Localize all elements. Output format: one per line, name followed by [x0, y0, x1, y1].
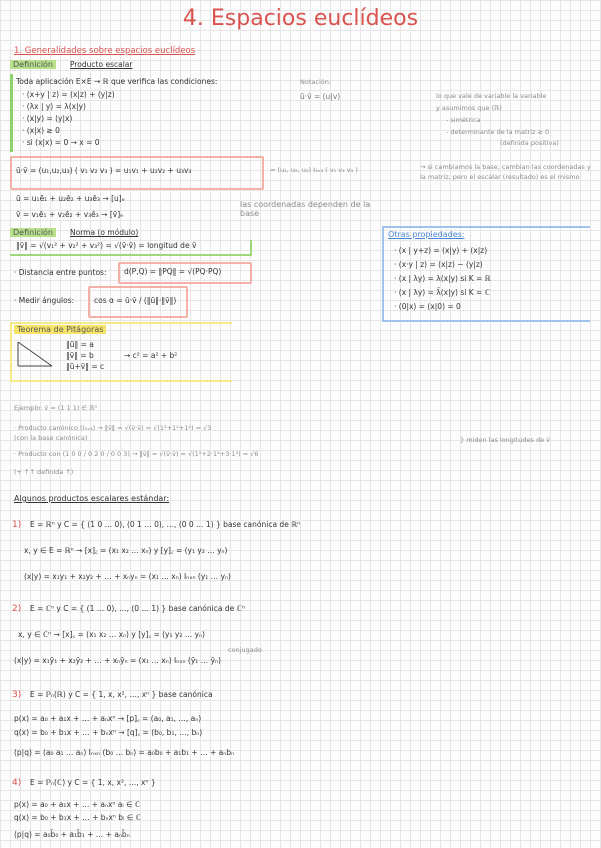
pitagoras-title: Teorema de Pitágoras: [14, 325, 106, 334]
ejemplo-line: · Producto con (1 0 0 / 0 2 0 / 0 0 3) → ‖v̄‖ = √(v̄·v̄) = √(1²+2·1²+3·1²) = √6: [14, 450, 259, 458]
example-line: x, y ∈ E = ℝⁿ → [x]꜀ = (x₁ x₂ … xₙ) y [y]꜀ = (y₁ y₂ … yₙ): [24, 546, 228, 555]
triangle-icon: [16, 340, 56, 370]
otras-propiedades-title: Otras propiedades:: [388, 230, 465, 239]
pitagoras-result: → c² = a² + b²: [124, 351, 178, 360]
matrix-note: → si cambiamos la base, cambian las coordenadas y la matriz, pero el escalar (resultado) es el mismo: [420, 163, 591, 181]
example-number: 2): [12, 604, 22, 614]
ejemplo-line: (+ ↑↑ definida ↑): [14, 468, 74, 476]
coord-line: ū = u₁ē₁ + u₂ē₂ + u₃ē₃ → [u]ₑ: [16, 194, 125, 203]
ejemplo-side: } miden las longitudes de v̄: [460, 436, 551, 444]
definition-line: · (x|x) ≥ 0: [22, 126, 60, 135]
example-line: x, y ∈ ℂⁿ → [x]꜀ = (x₁ x₂ … xₙ) y [y]꜀ = (y₁ y₂ … yₙ): [18, 630, 205, 639]
definition-line: Toda aplicación E×E → ℝ que verifica las condiciones:: [16, 77, 218, 86]
example-line: E = ℙₙ(ℝ) y C = { 1, x, x², …, xⁿ } base canónica: [30, 690, 213, 699]
ejemplo-line: · Producto canónico (I₃ₓ₃) → ‖v̄‖ = √(v̄·v̄) = √(1²+1²+1²) = √3: [14, 424, 212, 432]
example-line: p(x) = a₀ + a₁x + … + aₙxⁿ → [p]꜀ = (a₀, a₁, …, aₙ): [14, 714, 202, 723]
example-line: E = ℝⁿ y C = { (1 0 … 0), (0 1 … 0), …, (0 0 … 1) } base canónica de ℝⁿ: [30, 520, 301, 529]
definition-line: · si (x|x) = 0 → x = 0: [22, 138, 100, 147]
algunos-heading: Algunos productos escalares estándar:: [14, 494, 170, 503]
propiedad-item: · (x | y+z) = (x|y) + (x|z): [394, 246, 488, 255]
example-number: 3): [12, 690, 22, 700]
example-line: E = ℙₙ(ℂ) y C = { 1, x, x², …, xⁿ }: [30, 778, 156, 787]
ejemplo-line: (con la base canónica): [14, 434, 88, 442]
example-line: p(x) = a₀ + a₁x + … + aₙxⁿ aᵢ ∈ ℂ: [14, 800, 141, 809]
notation-note: - determinante de la matriz ≥ 0: [446, 128, 550, 136]
coord-line: v̄ = v₁ē₁ + v₂ē₂ + v₃ē₃ → [v̄]ₑ: [16, 210, 124, 219]
definition-line: · (x+y | z) = (x|z) + (y|z): [22, 90, 115, 99]
example-line: q(x) = b₀ + b₁x + … + bₙxⁿ bᵢ ∈ ℂ: [14, 813, 141, 822]
notation-label: Notación:: [300, 78, 332, 86]
notation-note: lo que vale de variable la variable: [436, 92, 547, 100]
example-note: conjugado: [228, 646, 262, 654]
notation-note: y asumimos que (ℝ): [436, 104, 502, 112]
definition-label: Producto escalar: [70, 60, 133, 69]
notation-expr: ū·v̄ = (u|v): [300, 92, 341, 101]
example-number: 1): [12, 520, 22, 530]
definition-line: · (x|y) = (y|x): [22, 114, 73, 123]
pitagoras-line: ‖ū+v̄‖ = c: [66, 362, 105, 371]
distancia-label: · Distancia entre puntos:: [14, 268, 107, 277]
propiedad-item: · (x | λy) = λ̄(x|y) si K = ℂ: [394, 288, 490, 297]
ejemplo-line: Ejemplo: v̄ = (1 1 1) ∈ ℝ³: [14, 404, 97, 412]
example-line: (x|y) = x₁ȳ₁ + x₂ȳ₂ + … + xₙȳₙ = (x₁ … xₙ) Iₙₓₙ (ȳ₁ … ȳₙ): [14, 656, 221, 665]
example-line: (x|y) = x₁y₁ + x₂y₂ + … + xₙyₙ = (x₁ … xₙ) Iₙₓₙ (y₁ … yₙ): [24, 572, 231, 581]
example-line: q(x) = b₀ + b₁x + … + bₙxⁿ → [q]꜀ = (b₀, b₁, …, bₙ): [14, 728, 203, 737]
norma-formula: ‖v̄‖ = √(v₁² + v₂² + v₃²) = √(v̄·v̄) = longitud de v̄: [16, 241, 197, 250]
definition-line: · (λx | y) = λ(x|y): [22, 102, 86, 111]
section-heading: 1. Generalidades sobre espacios euclídeos: [14, 46, 196, 56]
angulos-label: · Medir ángulos:: [14, 296, 75, 305]
angulos-formula: cos α = ū·v̄ / (‖ū‖·‖v̄‖): [94, 296, 177, 305]
coord-note: las coordenadas dependen de la base: [240, 200, 371, 218]
matrix-product: ū·v̄ = (u₁,u₂,u₃) ( v₁ v₂ v₃ ) = u₁v₁ + u₂v₂ + u₃v₃: [16, 166, 192, 175]
definition-tag: Definición: [10, 60, 56, 69]
propiedad-item: · (0|x) = (x|0) = 0: [394, 302, 461, 311]
definition-tag: Definición: [10, 228, 56, 237]
pitagoras-line: ‖ū‖ = a: [66, 340, 94, 349]
example-line: (p|q) = (a₀ a₁ … aₙ) Iₙₓₙ (b₀ … bₙ) = a₀b₀ + a₁b₁ + … + aₙbₙ: [14, 748, 234, 757]
example-number: 4): [12, 778, 22, 788]
propiedad-item: · (x·y | z) = (x|z) − (y|z): [394, 260, 483, 269]
notation-note: - simétrica: [446, 116, 481, 124]
page-title: 4. Espacios euclídeos: [182, 6, 419, 31]
pitagoras-line: ‖v̄‖ = b: [66, 351, 94, 360]
propiedad-item: · (x | λy) = λ(x|y) si K = ℝ: [394, 274, 491, 283]
example-line: E = ℂⁿ y C = { (1 … 0), …, (0 … 1) } base canónica de ℂⁿ: [30, 604, 245, 613]
notation-note: (definida positiva): [500, 139, 559, 147]
definition-label: Norma (o módulo): [70, 228, 139, 237]
example-line: (p|q) = a₀b̄₀ + a₁b̄₁ + … + aₙb̄ₙ: [14, 830, 130, 839]
matrix-product-right: = (u₁, u₂, u₃) I₃ₓ₃ ( v₁ v₂ v₃ ): [270, 166, 358, 174]
distancia-formula: d(P,Q) = ‖PQ‖ = √(PQ·PQ): [124, 267, 222, 276]
